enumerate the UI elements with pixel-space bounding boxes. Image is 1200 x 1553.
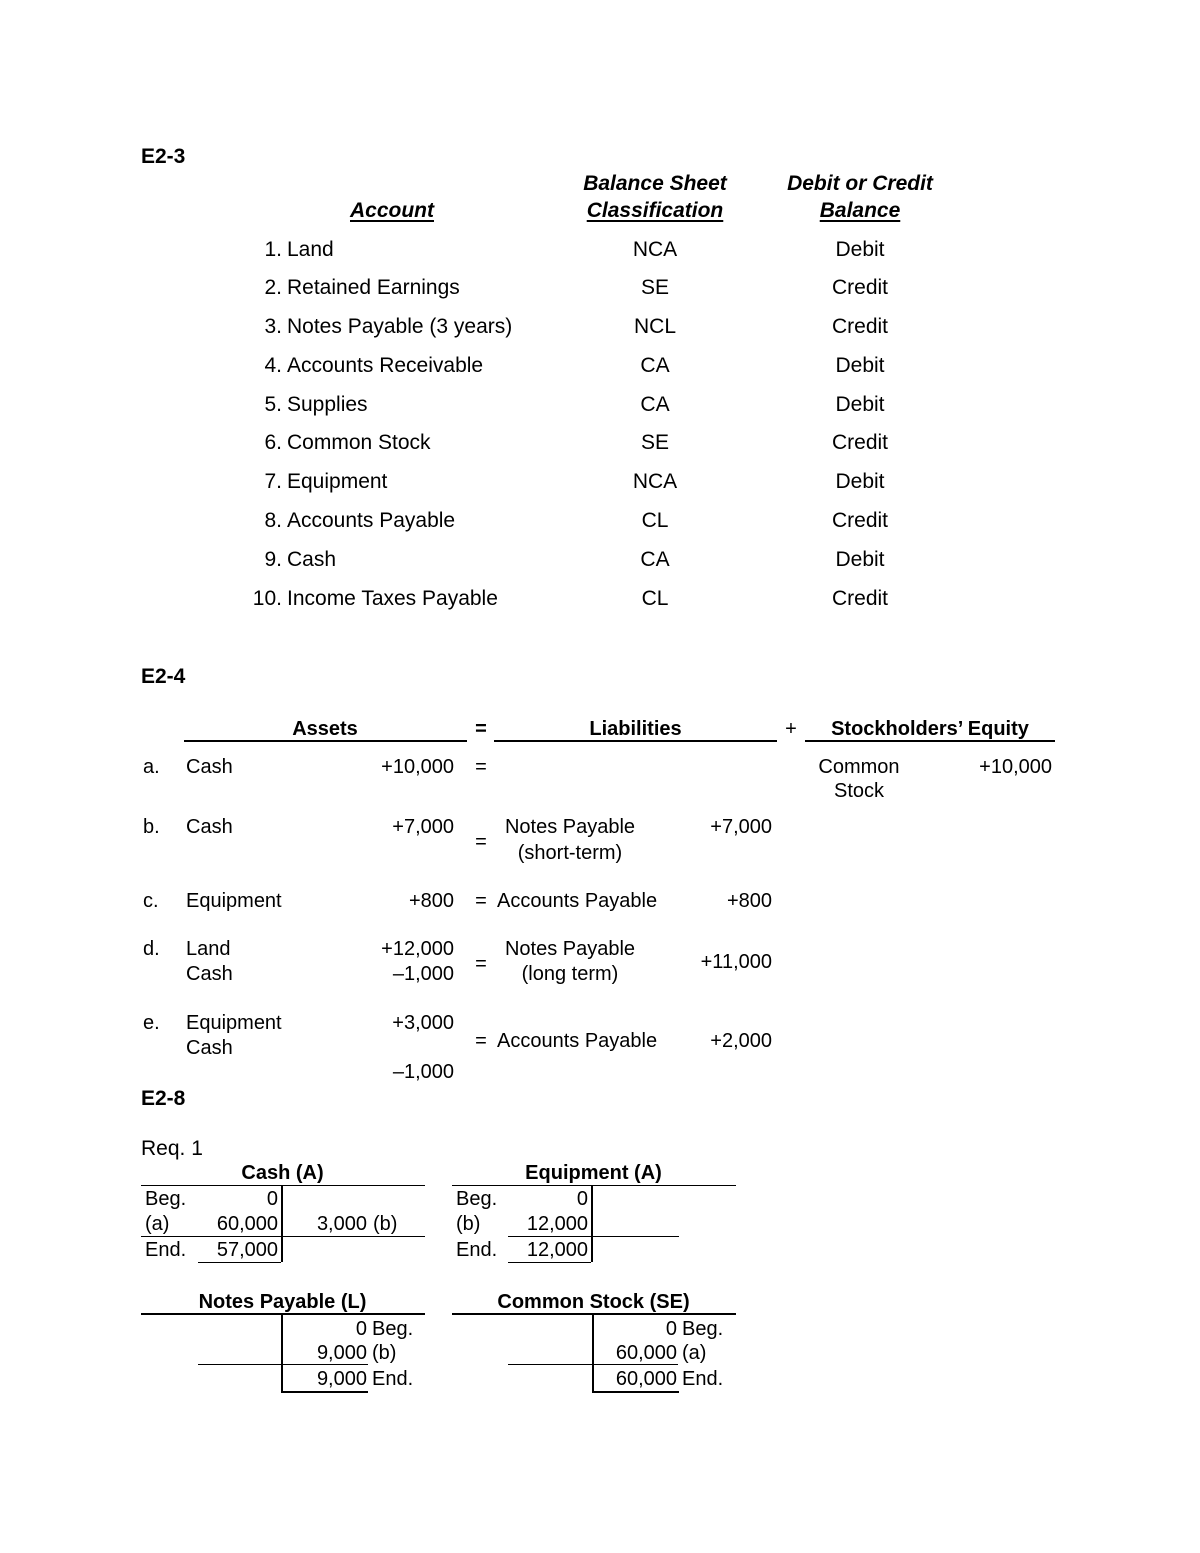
t-account-top-rule <box>141 1185 425 1186</box>
t-account-amount: 57,000 <box>216 1239 278 1261</box>
e24-asset-amount: –1,000 <box>392 1061 454 1083</box>
e23-row-account: Cash <box>287 548 337 571</box>
e23-row-account: Supplies <box>287 393 368 416</box>
t-account-amount: 0 <box>355 1318 367 1340</box>
e24-row-letter: d. <box>143 938 160 960</box>
t-account-top-rule <box>452 1313 736 1315</box>
e24-equals: = <box>475 831 487 853</box>
e23-row-class: CA <box>640 354 670 377</box>
e24-header-assets: Assets <box>292 718 358 740</box>
e24-liability-account-line2: (short-term) <box>517 842 623 864</box>
t-account-total-rule <box>141 1236 425 1237</box>
e24-equity-amount: +10,000 <box>979 756 1052 778</box>
t-account-amount: 12,000 <box>526 1239 588 1261</box>
t-account-label: Beg. <box>145 1188 187 1210</box>
t-account-amount: 3,000 <box>316 1213 367 1235</box>
e24-row-letter: e. <box>143 1012 160 1034</box>
e23-row-account: Retained Earnings <box>287 276 460 299</box>
e24-liability-account-line1: Notes Payable <box>504 816 636 838</box>
e24-header-equals: = <box>475 718 487 740</box>
e23-row-class: NCA <box>632 470 678 493</box>
e23-row-balance: Debit <box>835 354 885 377</box>
e23-row-class: CA <box>640 548 670 571</box>
e24-header-equity: Stockholders’ Equity <box>831 718 1029 740</box>
e23-row-balance: Credit <box>831 431 889 454</box>
t-account-underline <box>592 1391 679 1393</box>
e23-row-balance: Debit <box>835 470 885 493</box>
t-account-label: (b) <box>372 1342 397 1364</box>
e24-liability-amount: +11,000 <box>700 951 772 973</box>
e23-row-num: 4. <box>264 354 282 377</box>
t-account-divider <box>281 1313 283 1393</box>
t-account-label: (a) <box>145 1213 170 1235</box>
e23-row-num: 8. <box>264 509 282 532</box>
e23-row-class: CA <box>640 393 670 416</box>
t-account-label: End. <box>372 1368 414 1390</box>
e23-row-account: Income Taxes Payable <box>287 587 498 610</box>
t-account-label: End. <box>456 1239 498 1261</box>
t-account-amount: 60,000 <box>216 1213 278 1235</box>
e23-row-class: NCL <box>633 315 676 338</box>
e23-row-account: Land <box>287 238 334 261</box>
e24-header-liabilities: Liabilities <box>589 718 682 740</box>
e23-row-class: SE <box>640 431 669 454</box>
e24-header-rule <box>805 740 1055 742</box>
e24-header-plus: + <box>785 718 797 740</box>
t-account-divider <box>592 1313 594 1393</box>
e23-row-class: SE <box>640 276 669 299</box>
t-account-amount: 0 <box>266 1188 278 1210</box>
e23-row-class: CL <box>641 587 669 610</box>
e24-liability-amount: +7,000 <box>710 816 772 838</box>
t-account-amount: 12,000 <box>526 1213 588 1235</box>
t-account-amount: 0 <box>665 1318 677 1340</box>
e23-row-num: 10. <box>252 587 282 610</box>
t-account-title: Notes Payable (L) <box>198 1291 367 1313</box>
e23-header-balance-line2: Balance <box>819 199 901 222</box>
e24-header-rule <box>494 740 777 742</box>
t-account-underline <box>281 1391 368 1393</box>
t-account-label: (b) <box>373 1213 398 1235</box>
e23-row-account: Accounts Payable <box>287 509 456 532</box>
e24-asset-account: Equipment <box>186 890 282 912</box>
t-account-amount: 60,000 <box>615 1368 677 1390</box>
e23-row-balance: Credit <box>831 587 889 610</box>
e24-liability-account-line2: (long term) <box>521 963 619 985</box>
e24-row-letter: c. <box>143 890 159 912</box>
t-account-label: Beg. <box>456 1188 498 1210</box>
e24-equity-account-line2: Stock <box>833 780 885 802</box>
e23-row-balance: Debit <box>835 238 885 261</box>
e24-row-letter: b. <box>143 816 160 838</box>
t-account-title: Equipment (A) <box>525 1162 662 1184</box>
t-account-amount: 9,000 <box>316 1368 367 1390</box>
t-account-label: End. <box>145 1239 187 1261</box>
t-account-divider <box>591 1185 593 1262</box>
e24-asset-amount: +12,000 <box>381 938 454 960</box>
e24-asset-account: Cash <box>186 1037 233 1059</box>
e23-row-account: Accounts Receivable <box>287 354 484 377</box>
e23-row-num: 7. <box>264 470 282 493</box>
e23-row-balance: Credit <box>831 509 889 532</box>
t-account-underline <box>198 1262 281 1263</box>
e23-row-num: 5. <box>264 393 282 416</box>
t-account-underline <box>508 1262 591 1263</box>
e24-asset-account: Land <box>186 938 231 960</box>
e24-equals: = <box>475 756 487 778</box>
e23-header-balance-line1: Debit or Credit <box>787 172 933 195</box>
e24-liability-account-line1: Notes Payable <box>504 938 636 960</box>
e23-row-class: NCA <box>632 238 678 261</box>
e24-asset-amount: +10,000 <box>381 756 454 778</box>
t-account-label: Beg. <box>682 1318 724 1340</box>
t-account-top-rule <box>141 1313 425 1315</box>
e23-header-account: Account <box>350 199 434 222</box>
t-account-label: Beg. <box>372 1318 414 1340</box>
t-account-label: (a) <box>682 1342 707 1364</box>
e24-asset-account: Cash <box>186 963 233 985</box>
e24-liability-account-line1: Accounts Payable <box>497 890 658 912</box>
e24-asset-amount: –1,000 <box>392 963 454 985</box>
e23-row-account: Common Stock <box>287 431 431 454</box>
t-account-total-rule <box>198 1364 368 1365</box>
e23-row-class: CL <box>641 509 669 532</box>
e24-title: E2-4 <box>141 665 186 688</box>
t-account-total-rule <box>508 1236 679 1237</box>
e24-asset-account: Cash <box>186 756 233 778</box>
e24-liability-account-line1: Accounts Payable <box>497 1030 658 1052</box>
t-account-top-rule <box>452 1185 736 1186</box>
e23-row-num: 3. <box>264 315 282 338</box>
t-account-label: (b) <box>456 1213 481 1235</box>
e24-equals: = <box>475 1030 487 1052</box>
e24-header-rule <box>184 740 467 742</box>
e23-title: E2-3 <box>141 145 186 168</box>
t-account-label: End. <box>682 1368 724 1390</box>
e24-asset-amount: +7,000 <box>392 816 454 838</box>
e24-asset-account: Cash <box>186 816 233 838</box>
e23-row-num: 6. <box>264 431 282 454</box>
e23-header-class-line1: Balance Sheet <box>583 172 727 195</box>
e24-equals: = <box>475 953 487 975</box>
t-account-amount: 0 <box>576 1188 588 1210</box>
e23-row-num: 9. <box>264 548 282 571</box>
e24-equals: = <box>475 890 487 912</box>
e23-header-class-line2: Classification <box>586 199 724 222</box>
t-account-amount: 9,000 <box>316 1342 367 1364</box>
t-account-amount: 60,000 <box>615 1342 677 1364</box>
t-account-total-rule <box>508 1364 678 1365</box>
e23-row-balance: Debit <box>835 548 885 571</box>
t-account-divider <box>281 1185 283 1262</box>
e23-row-account: Equipment <box>287 470 388 493</box>
e24-asset-account: Equipment <box>186 1012 282 1034</box>
e23-row-balance: Credit <box>831 276 889 299</box>
t-account-title: Common Stock (SE) <box>497 1291 690 1313</box>
e28-requirement: Req. 1 <box>141 1137 203 1160</box>
e24-liability-amount: +2,000 <box>710 1030 772 1052</box>
e23-row-num: 2. <box>264 276 282 299</box>
e24-liability-amount: +800 <box>726 890 772 912</box>
e24-equity-account-line1: Common <box>818 756 900 778</box>
e23-row-num: 1. <box>264 238 282 261</box>
e28-title: E2-8 <box>141 1087 186 1110</box>
e24-asset-amount: +3,000 <box>392 1012 454 1034</box>
e23-row-balance: Debit <box>835 393 885 416</box>
e23-row-balance: Credit <box>831 315 889 338</box>
e23-row-account: Notes Payable (3 years) <box>287 315 513 338</box>
t-account-title: Cash (A) <box>241 1162 324 1184</box>
e24-row-letter: a. <box>143 756 160 778</box>
e24-asset-amount: +800 <box>408 890 454 912</box>
